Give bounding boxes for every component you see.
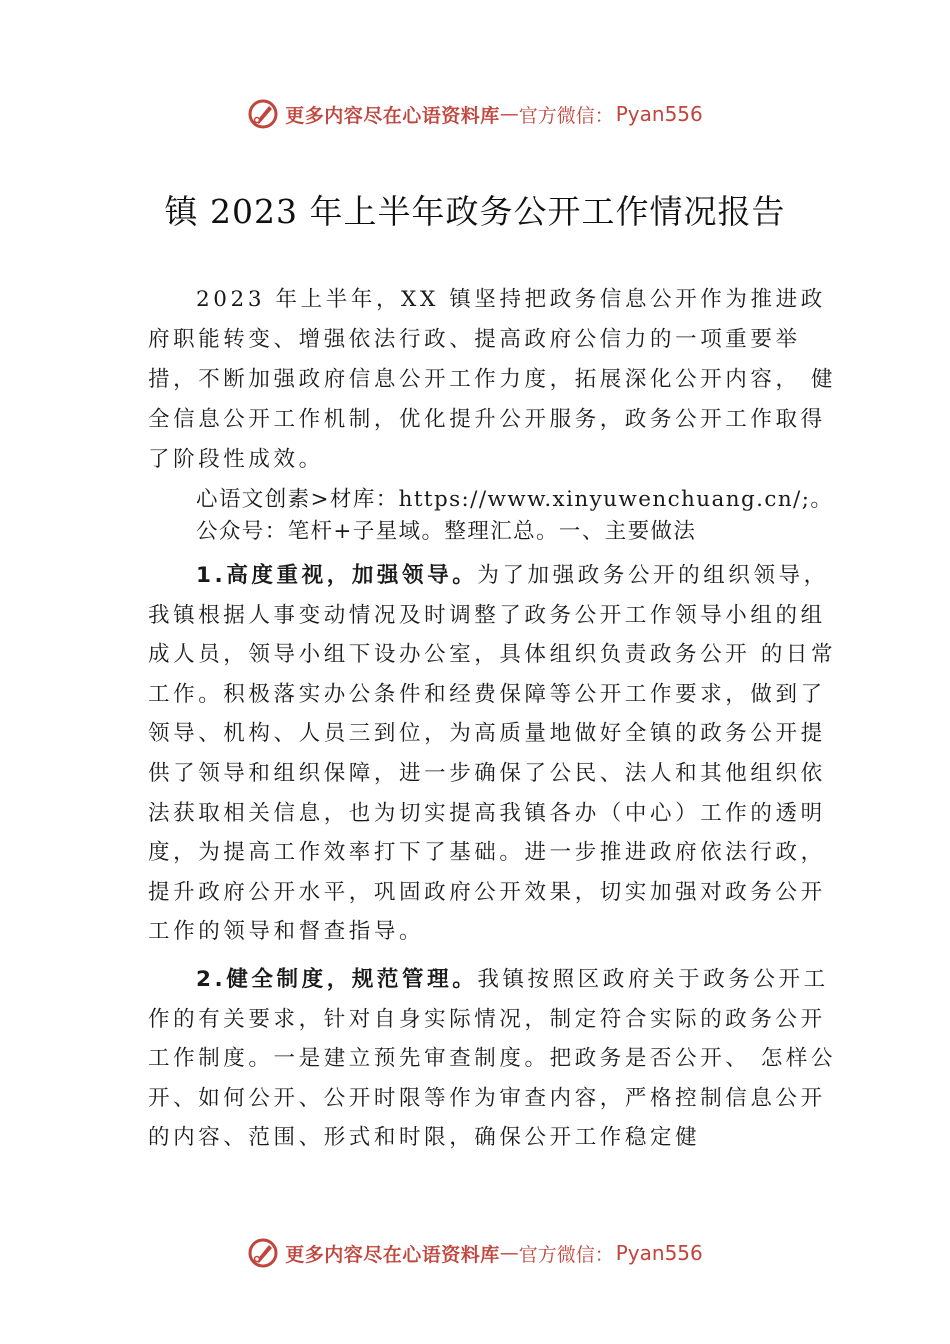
source-note-line1: 心语文创素>材库：https://www.xinyuwenchuang.cn/;。 (196, 487, 834, 512)
footer-dash: — (499, 1242, 519, 1264)
footer-wechat-id: Pyan556 (615, 1241, 703, 1265)
section-2-body: 我镇按照区政府关于政务公开工作的有关要求，针对自身实际情况，制定符合实际的政务公开工作制度。一是建立预先审查制度。把政务是否公开、 怎样公开、如何公开、公开时限等作为审查内容，严格控制信息公开的内容、范围、形式和时限，确保公开工作稳定健 (148, 966, 837, 1151)
section-2-paragraph (148, 960, 838, 1158)
intro-paragraph: 2023 年上半年，XX 镇坚持把政务信息公开作为推进政府职能转变、增强依法行政、提高政府公信力的一项重要举措，不断加强政府信息公开工作力度，拓展深化公开内容， 健全信息公开工作机制，优化提升公开服务，政务公开工作取得了阶段性成效。 (148, 287, 837, 472)
banner-main-text: 更多内容尽在心语资料库 (285, 104, 500, 127)
red-quill-circle-icon (247, 98, 279, 130)
document-body (148, 280, 838, 1158)
document-title: 镇 2023 年上半年政务公开工作情况报告 (164, 192, 786, 231)
source-note-line2: 公众号：笔杆+子星域。整理汇总。一、主要做法 (196, 519, 697, 544)
section-2-heading: 2.健全制度，规范管理。 (196, 966, 478, 992)
header-banner (0, 94, 950, 134)
section-1-paragraph (148, 556, 838, 952)
footer-banner (0, 1233, 950, 1273)
footer-main-text: 更多内容尽在心语资料库 (285, 1243, 500, 1266)
footer-wechat-label: 官方微信： (518, 1243, 614, 1266)
section-1-body: 为了加强政务公开的组织领导，我镇根据人事变动情况及时调整了政务公开工作领导小组的组成人员，领导小组下设办公室，具体组织负责政务公开 的日常工作。积极落实办公条件和经费保障等公开工作要求，做到了领导、机构、人员三到位，为高质量地做好全镇的政务公开提供了领导和组织保障，进一步确保了公民、法人和其他组织依法获取相关信息，也为切实提高我镇各办（中心）工作的透明度，为提高工作效率打下了基础。进一步推进政府依法行政，提升政府公开水平，巩固政府公开效果，切实加强对政务公开工作的领导和督查指导。 (148, 563, 837, 945)
banner-wechat-label: 官方微信： (518, 104, 614, 127)
banner-dash: — (499, 103, 519, 125)
source-note (148, 484, 838, 548)
banner-wechat-id: Pyan556 (615, 102, 703, 126)
section-1-heading: 1.高度重视，加强领导。 (196, 563, 478, 588)
red-quill-circle-icon (247, 1237, 279, 1269)
